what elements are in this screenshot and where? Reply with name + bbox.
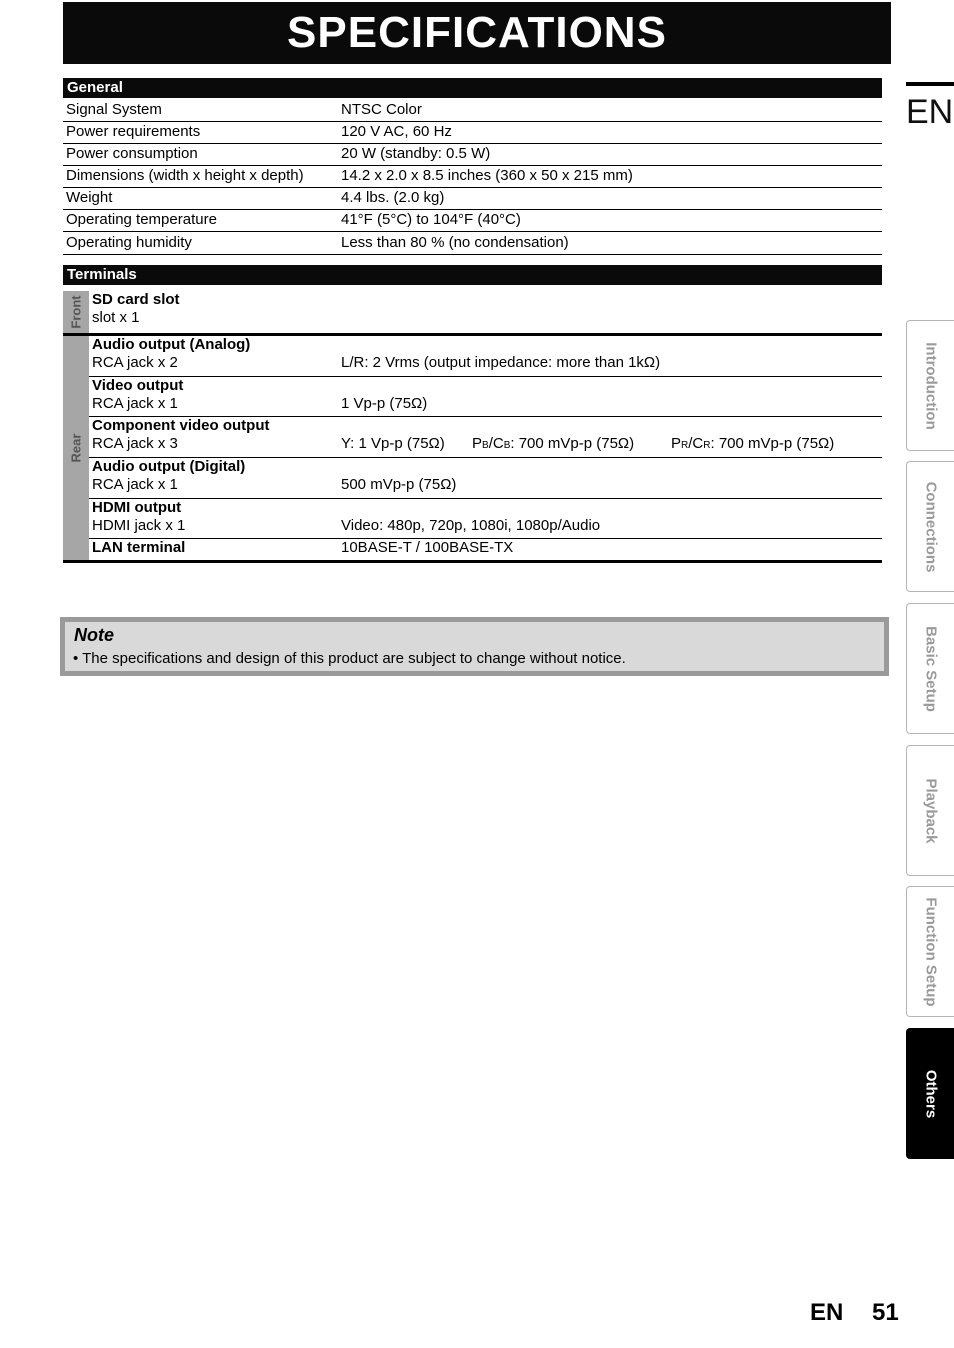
terminal-row-lan — [89, 539, 882, 560]
terminals-header: Terminals — [63, 265, 882, 285]
terminal-sub: slot x 1 — [92, 309, 140, 326]
spec-label: Signal System — [66, 101, 162, 118]
tab-basic-setup[interactable] — [906, 603, 954, 734]
tab-function-setup[interactable] — [906, 886, 954, 1017]
spec-value: 14.2 x 2.0 x 8.5 inches (360 x 50 x 215 mm) — [341, 167, 633, 184]
terminal-value-pb: PB/CB: 700 mVp-p (75Ω) — [472, 435, 635, 452]
terminal-row-audio-analog — [89, 336, 882, 377]
spec-value: 4.4 lbs. (2.0 kg) — [341, 189, 445, 206]
terminal-row-hdmi — [89, 499, 882, 539]
terminal-name: HDMI output — [92, 499, 182, 516]
spec-value: 20 W (standby: 0.5 W) — [341, 145, 491, 162]
terminal-sub: RCA jack x 3 — [92, 435, 178, 452]
spec-value: 41°F (5°C) to 104°F (40°C) — [341, 211, 521, 228]
spec-row — [63, 233, 882, 255]
terminal-value: 500 mVp-p (75Ω) — [341, 476, 457, 493]
terminal-row-component — [89, 417, 882, 458]
divider — [63, 560, 882, 563]
rear-band — [63, 336, 89, 560]
terminal-value: 1 Vp-p (75Ω) — [341, 395, 428, 412]
tab-label: Function Setup — [922, 896, 939, 1007]
spec-row — [63, 166, 882, 188]
note-text: • The specifications and design of this product are subject to change without notice. — [73, 650, 626, 667]
tab-playback[interactable] — [906, 745, 954, 876]
terminal-name: Video output — [92, 377, 184, 394]
terminal-value-pr: PR/CR: 700 mVp-p (75Ω) — [671, 435, 835, 452]
terminal-name: Component video output — [92, 417, 270, 434]
spec-row — [63, 188, 882, 210]
tab-label: Connections — [922, 481, 939, 572]
tab-label: Basic Setup — [922, 625, 939, 712]
terminal-name: LAN terminal — [92, 539, 186, 556]
spec-label: Dimensions (width x height x depth) — [66, 167, 304, 184]
terminal-sub: HDMI jack x 1 — [92, 517, 186, 534]
terminal-name: SD card slot — [92, 291, 180, 308]
terminal-sub: RCA jack x 1 — [92, 395, 178, 412]
spec-value: 120 V AC, 60 Hz — [341, 123, 452, 140]
spec-label: Operating temperature — [66, 211, 217, 228]
terminal-value: L/R: 2 Vrms (output impedance: more than 1kΩ) — [341, 354, 661, 371]
spec-row — [63, 144, 882, 166]
tab-label: Introduction — [922, 341, 939, 430]
page-number: 51 — [872, 1299, 899, 1326]
spec-label: Power requirements — [66, 123, 201, 140]
tab-connections[interactable] — [906, 461, 954, 592]
rear-label: Rear — [68, 433, 84, 463]
tab-introduction[interactable] — [906, 320, 954, 451]
spec-label: Weight — [66, 189, 113, 206]
terminal-row-audio-digital — [89, 458, 882, 499]
terminal-name: Audio output (Analog) — [92, 336, 251, 353]
tab-others[interactable] — [906, 1028, 954, 1159]
footer-language: EN — [810, 1299, 844, 1326]
tab-label: Playback — [922, 777, 939, 844]
terminal-value: Video: 480p, 720p, 1080i, 1080p/Audio — [341, 517, 601, 534]
page-title: SPECIFICATIONS — [63, 2, 891, 64]
terminal-value: 10BASE-T / 100BASE-TX — [341, 539, 514, 556]
note-inner — [65, 622, 884, 671]
spec-value: Less than 80 % (no condensation) — [341, 234, 569, 251]
front-label: Front — [68, 295, 84, 329]
spec-row — [63, 122, 882, 144]
spec-label: Operating humidity — [66, 234, 192, 251]
general-header: General — [63, 78, 882, 98]
terminal-row-video — [89, 377, 882, 417]
spec-label: Power consumption — [66, 145, 198, 162]
terminal-value-y: Y: 1 Vp-p (75Ω) — [341, 435, 445, 452]
language-marker: EN — [906, 82, 954, 142]
front-band — [63, 291, 89, 333]
terminal-sub: RCA jack x 1 — [92, 476, 178, 493]
terminal-row-sd — [89, 291, 882, 333]
spec-row — [63, 210, 882, 232]
spec-row — [63, 100, 882, 122]
terminal-name: Audio output (Digital) — [92, 458, 246, 475]
tab-label: Others — [922, 1069, 939, 1118]
terminal-sub: RCA jack x 2 — [92, 354, 178, 371]
note-box — [60, 617, 889, 676]
spec-value: NTSC Color — [341, 101, 422, 118]
note-title: Note — [74, 625, 114, 645]
